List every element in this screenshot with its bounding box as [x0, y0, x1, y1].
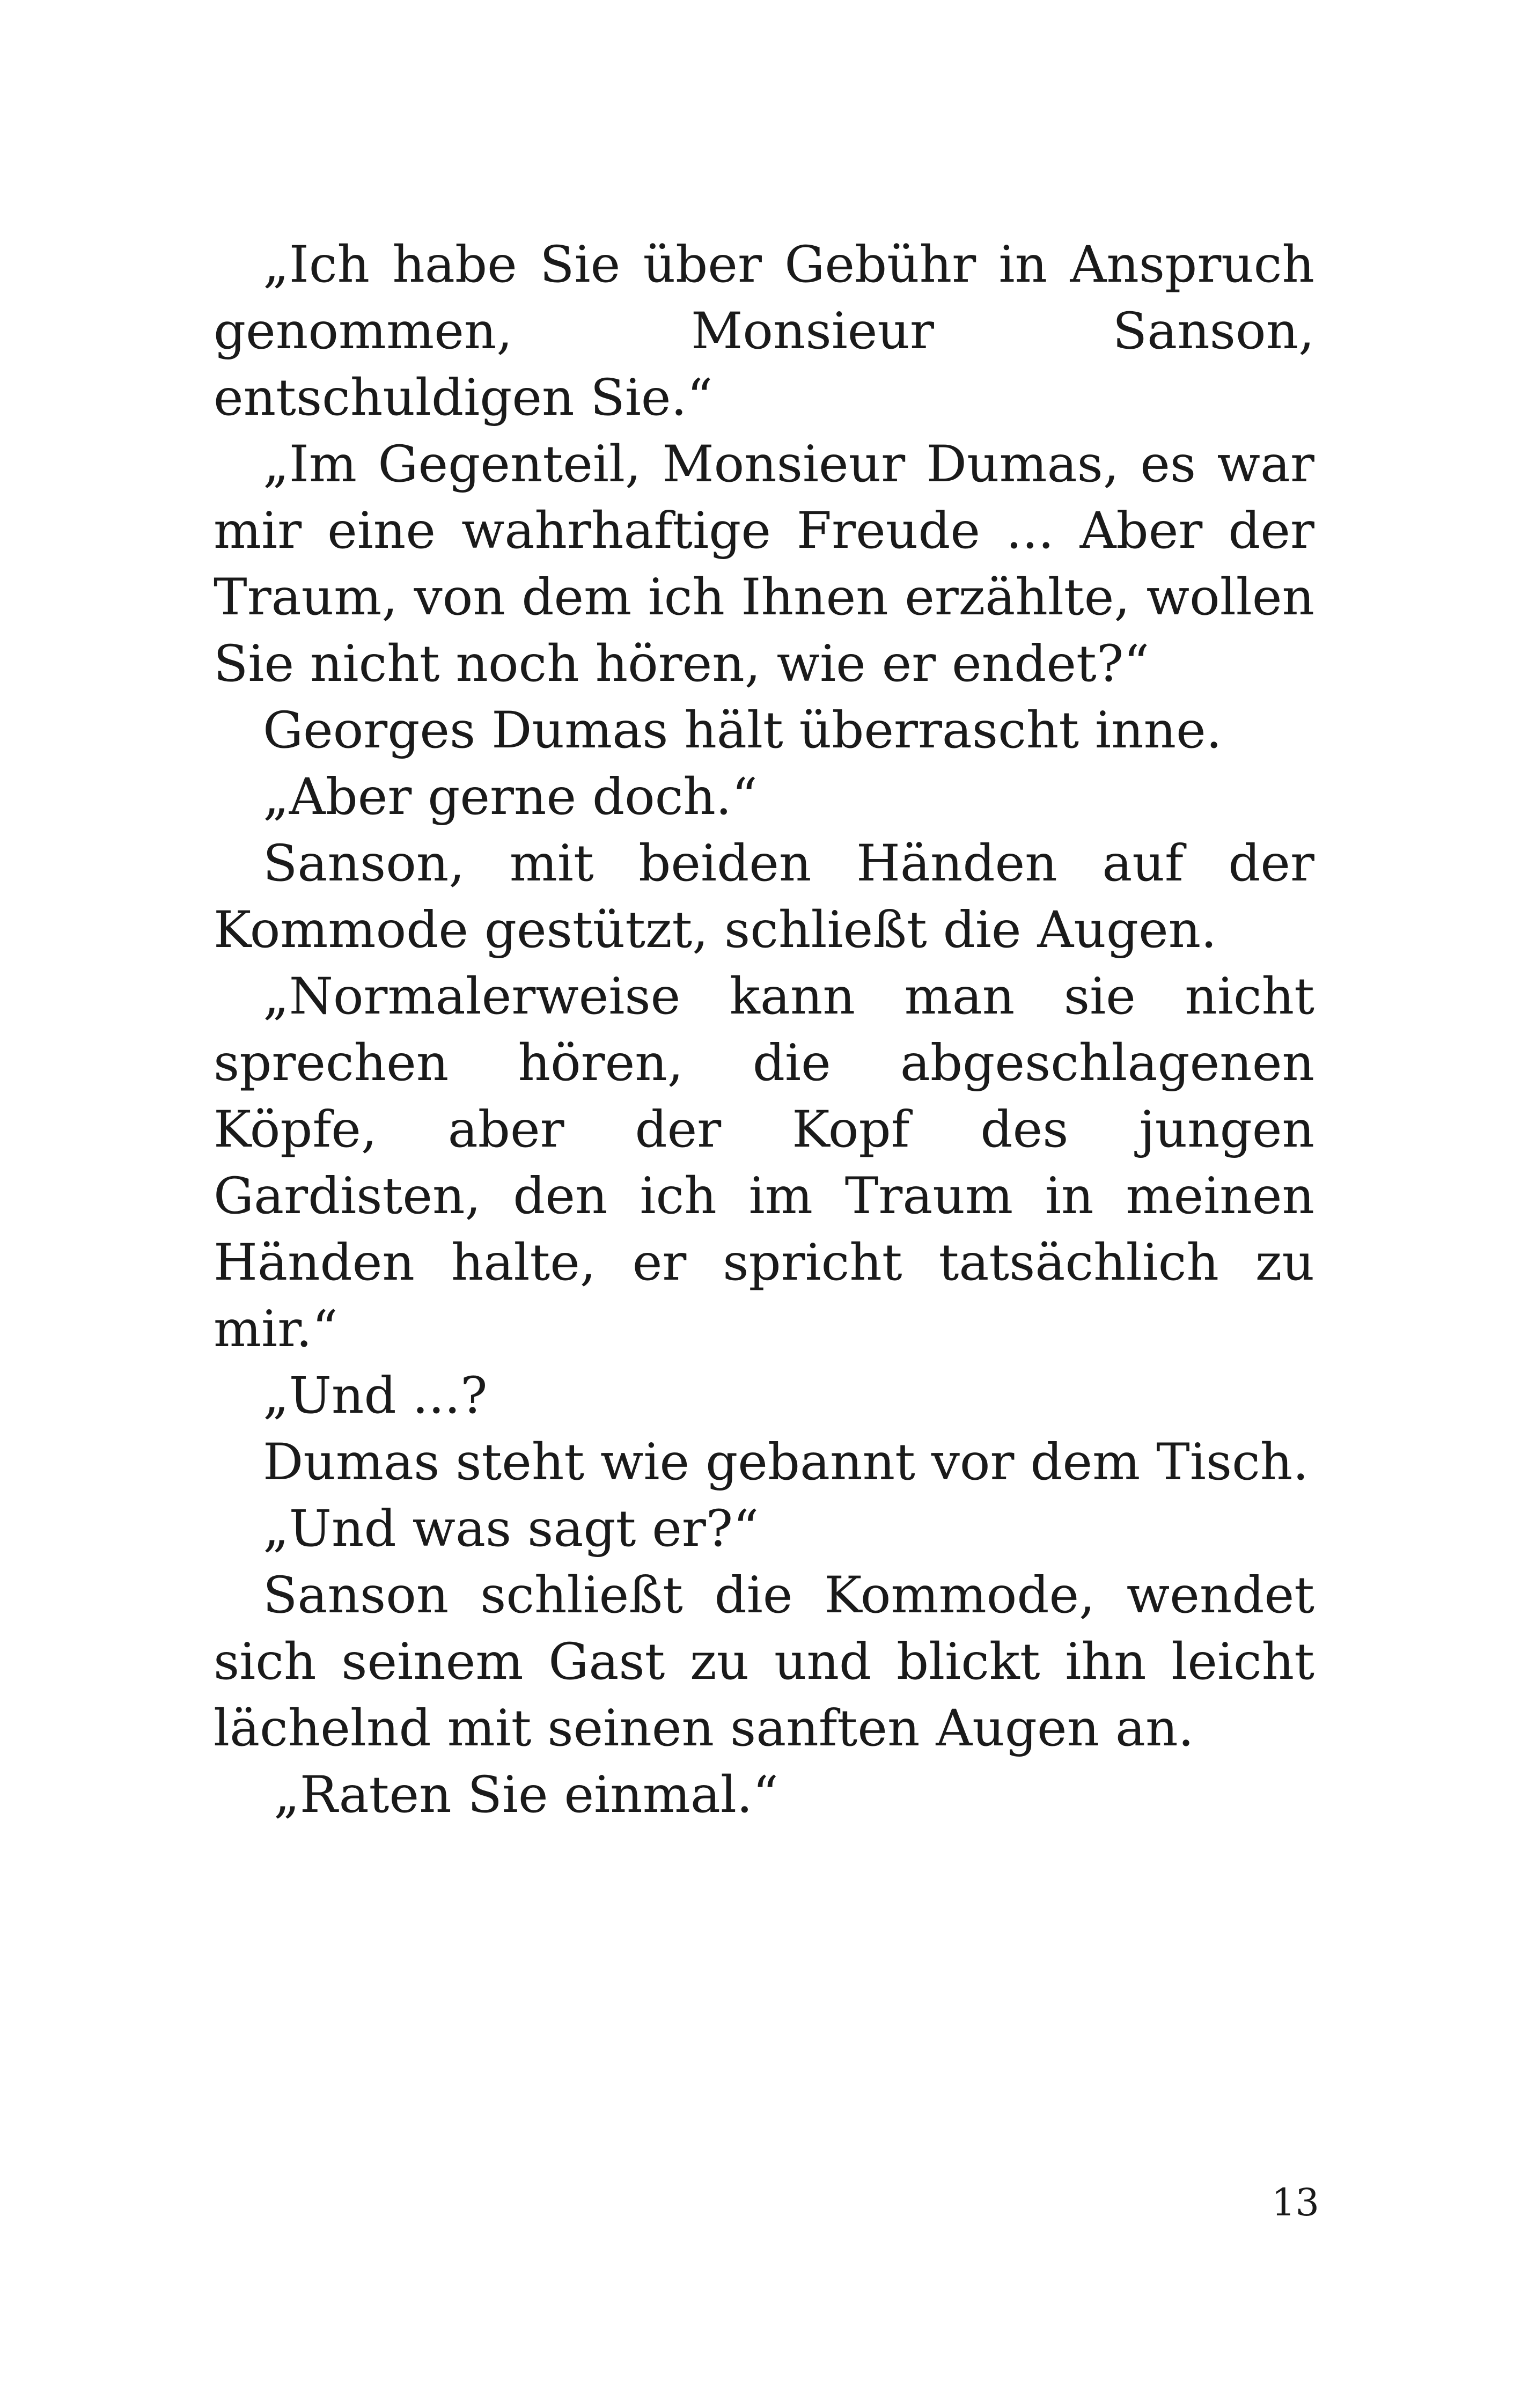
paragraph: „Und was sagt er?“ [263, 1500, 759, 1558]
paragraph: „Normalerweise kann man sie nicht sprechen hören, die abgeschlagenen Köpfe, aber der Kopf des jungen Gardisten, den ich im Traum in meinen Händen halte, er spricht tatsächlich zu mir.“ [214, 967, 1314, 1359]
paragraph: „Im Gegenteil, Monsieur Dumas, es war mir eine wahrhaftige Freude ... Aber der Traum, von dem ich Ihnen erzählte, wollen Sie nicht noch hören, wie er endet?“ [214, 435, 1314, 693]
paragraph: „Raten Sie einmal.“ [274, 1766, 778, 1824]
paragraph: Sanson schließt die Kommode, wendet sich seinem Gast zu und blickt ihn leicht lächelnd mit seinen sanften Augen an. [214, 1566, 1314, 1758]
page-number: 13 [1272, 2181, 1320, 2225]
paragraph: „Und ...? [263, 1367, 488, 1425]
body-text [214, 232, 1314, 1829]
paragraph: „Aber gerne doch.“ [263, 768, 758, 826]
paragraph: „Ich habe Sie über Gebühr in Anspruch genommen, Monsieur Sanson, entschuldigen Sie.“ [214, 236, 1314, 427]
paragraph: Dumas steht wie gebannt vor dem Tisch. [263, 1433, 1309, 1492]
paragraph: Georges Dumas hält überrascht inne. [263, 701, 1222, 760]
paragraph: Sanson, mit beiden Händen auf der Kommode gestützt, schließt die Augen. [214, 834, 1314, 959]
